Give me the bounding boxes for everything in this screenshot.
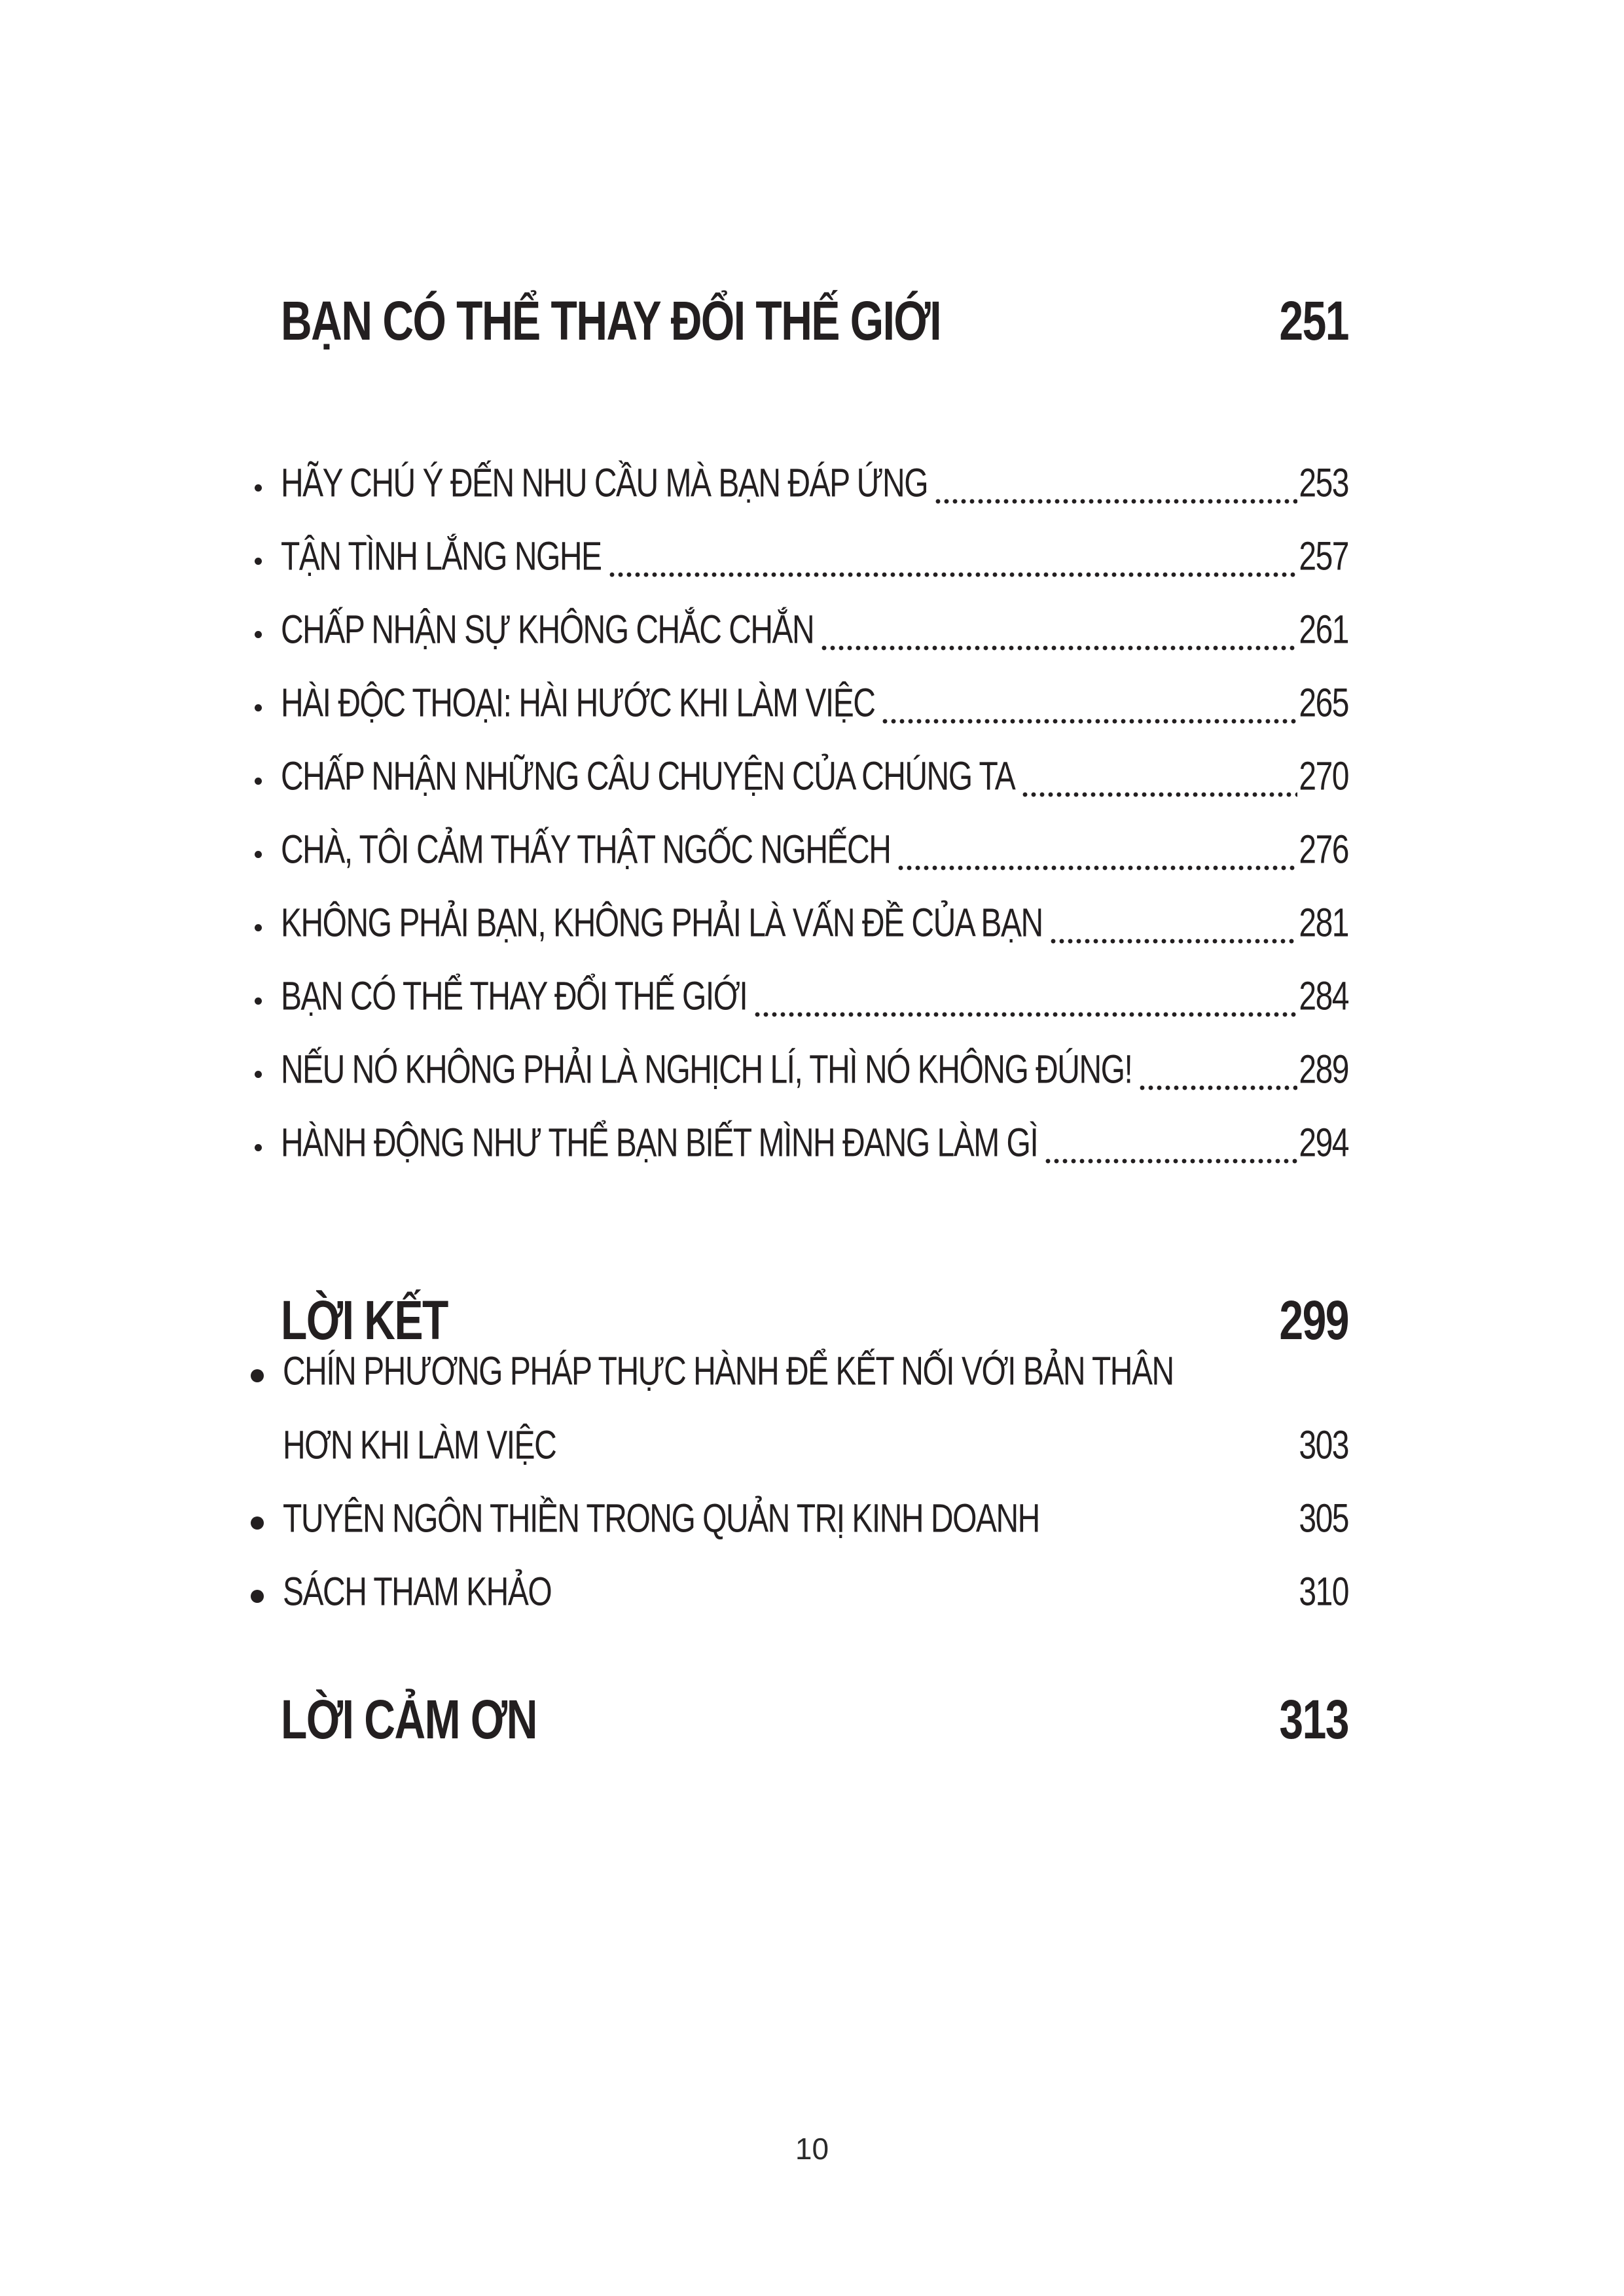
toc-entry [251, 681, 1348, 729]
entry-title-text: TUYÊN NGÔN THIỀN TRONG QUẢN TRỊ KINH DOANH [283, 1496, 1039, 1541]
section-entry-list [251, 1349, 1348, 1618]
entry-title-line [283, 1423, 1299, 1471]
toc-content [251, 289, 1348, 1753]
entry-title-text: HƠN KHI LÀM VIỆC [283, 1423, 556, 1468]
dotted-leader [1021, 792, 1297, 797]
bullet-icon [255, 997, 262, 1005]
entry-page-number: 276 [1299, 827, 1348, 872]
bullet-icon [255, 1144, 262, 1151]
bullet-icon [255, 484, 262, 492]
entry-page-number: 305 [1299, 1496, 1348, 1541]
dotted-leader [934, 499, 1297, 504]
section-page-number: 299 [1279, 1289, 1348, 1351]
section-page-number: 313 [1279, 1688, 1348, 1750]
chapter-entry-list [251, 461, 1348, 1169]
entry-page-number: 257 [1299, 534, 1348, 579]
bullet-icon [255, 1071, 262, 1078]
bullet-icon [255, 704, 262, 711]
entry-title: CHẤP NHẬN SỰ KHÔNG CHẮC CHẮN [281, 607, 814, 653]
toc-entry [251, 534, 1348, 583]
entry-title: BẠN CÓ THỂ THAY ĐỔI THẾ GIỚI [281, 974, 748, 1019]
section-title: LỜI CẢM ƠN [281, 1688, 537, 1750]
entry-title: TẬN TÌNH LẮNG NGHE [281, 534, 602, 579]
page-footer [0, 2126, 1624, 2172]
folio-page-number: 10 [795, 2132, 829, 2166]
entry-title [283, 1349, 1299, 1471]
dotted-leader [753, 1012, 1297, 1017]
bullet-icon [255, 924, 262, 931]
closing-sections [251, 1289, 1348, 1753]
entry-title-line [283, 1496, 1299, 1545]
toc-entry [251, 607, 1348, 656]
entry-page-number: 265 [1299, 681, 1348, 726]
dotted-leader [608, 572, 1298, 577]
entry-page-number: 310 [1299, 1570, 1348, 1615]
toc-entry [251, 1047, 1348, 1096]
dotted-leader [881, 719, 1297, 724]
bullet-icon [255, 558, 262, 565]
bullet-icon [251, 1590, 264, 1603]
entry-title [283, 1496, 1299, 1545]
section-title: LỜI KẾT [281, 1289, 448, 1351]
toc-entry [251, 974, 1348, 1022]
entry-title-text: CHÍN PHƯƠNG PHÁP THỰC HÀNH ĐỂ KẾT NỐI VỚI BẢN THÂN [283, 1349, 1174, 1394]
bullet-icon [255, 778, 262, 785]
dotted-leader [1138, 1085, 1297, 1090]
toc-entry [251, 827, 1348, 876]
entry-title: HÀNH ĐỘNG NHƯ THỂ BẠN BIẾT MÌNH ĐANG LÀM GÌ [281, 1121, 1038, 1166]
toc-entry [251, 901, 1348, 949]
chapter-page-number: 251 [1279, 289, 1348, 351]
entry-title: HÃY CHÚ Ý ĐẾN NHU CẦU MÀ BẠN ĐÁP ỨNG [281, 461, 928, 506]
entry-title: CHÀ, TÔI CẢM THẤY THẬT NGỐC NGHẾCH [281, 827, 891, 872]
entry-title: NẾU NÓ KHÔNG PHẢI LÀ NGHỊCH LÍ, THÌ NÓ KHÔNG ĐÚNG! [281, 1047, 1132, 1092]
dotted-leader [820, 645, 1297, 651]
toc-section [251, 1688, 1348, 1753]
toc-entry [251, 1349, 1348, 1471]
entry-page-number: 289 [1299, 1047, 1348, 1092]
entry-page-number: 281 [1299, 901, 1348, 946]
toc-entry [251, 1496, 1348, 1545]
bullet-icon [255, 851, 262, 858]
entry-title-line [283, 1349, 1299, 1397]
entry-page-number: 294 [1299, 1121, 1348, 1166]
entry-page-number: 261 [1299, 607, 1348, 653]
bullet-icon [251, 1369, 264, 1382]
entry-page-number: 253 [1299, 461, 1348, 506]
toc-entry [251, 754, 1348, 802]
entry-title-line [283, 1570, 1299, 1618]
section-heading-row [251, 1688, 1348, 1753]
entry-page-number: 270 [1299, 754, 1348, 799]
dotted-leader [1044, 1158, 1297, 1164]
toc-entry [251, 461, 1348, 509]
chapter-heading-row [251, 289, 1348, 355]
entry-title: KHÔNG PHẢI BẠN, KHÔNG PHẢI LÀ VẤN ĐỀ CỦA BẠN [281, 901, 1043, 946]
entry-title: CHẤP NHẬN NHỮNG CÂU CHUYỆN CỦA CHÚNG TA [281, 754, 1015, 799]
chapter-title: BẠN CÓ THỂ THAY ĐỔI THẾ GIỚI [281, 289, 941, 351]
toc-section [251, 1289, 1348, 1618]
entry-title: HÀI ĐỘC THOẠI: HÀI HƯỚC KHI LÀM VIỆC [281, 681, 875, 726]
toc-entry [251, 1121, 1348, 1169]
entry-title-text: SÁCH THAM KHẢO [283, 1570, 552, 1615]
dotted-leader [897, 865, 1297, 870]
entry-title [283, 1570, 1299, 1618]
bullet-icon [251, 1516, 264, 1530]
dotted-leader [1049, 939, 1298, 944]
toc-entry [251, 1570, 1348, 1618]
entry-page-number: 284 [1299, 974, 1348, 1019]
entry-page-number: 303 [1299, 1423, 1348, 1468]
bullet-icon [255, 631, 262, 638]
